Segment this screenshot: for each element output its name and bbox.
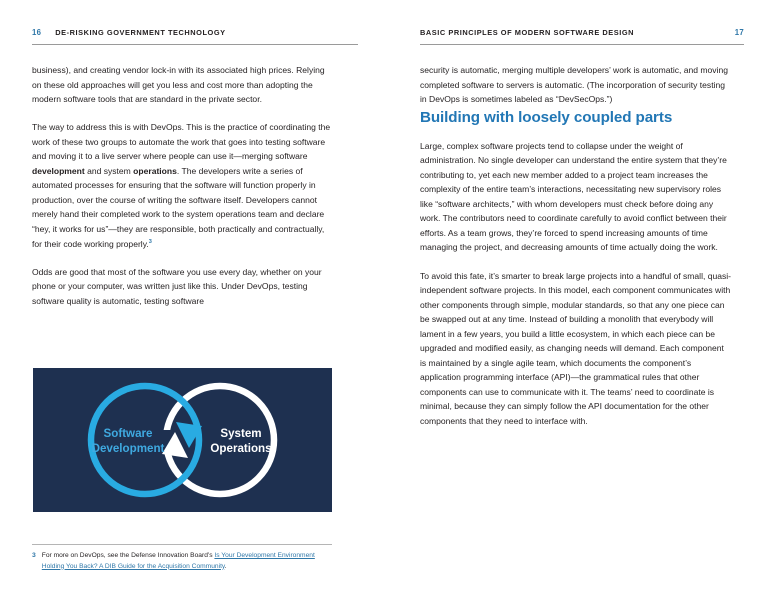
paragraph: Large, complex software projects tend to collapse under the weight of administration. No single developer can understand the entire system that they’re contributing to, yet each new member added to a project team increases the complexity of the entire team’s interactions, necessitating new supervisory roles like “software architects,” with whom developers must check before doing any work. The contributors need to coordinate carefully to avoid conflict between their efforts. As a team grows, they’re forced to spend increasing amounts of time managing the project, and decreasing amounts of time actually doing the work. <box>420 140 727 253</box>
text-run: Odds are good that most of the software you use every day, whether on your phone or your computer, was written just like this. Under DevOps, testing software quality is automatic, testing software <box>32 266 322 306</box>
figure-label-development: Development <box>91 442 165 455</box>
footnote-prefix: For more on DevOps, see the Defense Innovation Board’s <box>41 552 215 559</box>
body-text-before-heading <box>420 63 732 107</box>
text-run: and system <box>84 165 134 176</box>
running-head-rule-left <box>32 44 358 45</box>
footnote <box>32 551 334 572</box>
software-development-ring <box>91 386 199 494</box>
figure-label-operations: Operations <box>210 442 272 455</box>
body-column-right <box>420 63 732 429</box>
figure-label-system: System <box>220 427 262 440</box>
running-head-right-title: BASIC PRINCIPLES OF MODERN SOFTWARE DESIGN <box>420 28 635 37</box>
running-head-left <box>32 28 358 37</box>
running-head-left-title: DE-RISKING GOVERNMENT TECHNOLOGY <box>55 28 226 37</box>
emphasis-term: operations <box>133 165 177 176</box>
footnote-suffix: . <box>224 562 227 570</box>
footnote-text <box>42 551 334 572</box>
footnote-number: 3 <box>32 552 36 559</box>
footnote-link[interactable]: Is Your Development Environment Holding You Back? A DIB Guide for the Acquisition Community <box>41 552 315 570</box>
body-text-after-heading <box>420 139 732 429</box>
emphasis-term: development <box>32 165 85 176</box>
body-column-left <box>32 63 332 308</box>
footnote-rule <box>32 544 332 545</box>
section-heading: Building with loosely coupled parts <box>420 108 673 126</box>
paragraph <box>32 120 332 251</box>
page-right <box>388 0 776 600</box>
paragraph: security is automatic, merging multiple developers’ work is automatic, and moving completed software to servers is automatic. (The incorporation of security testing in DevOps is sometimes labeled as “DevSecOps.”) <box>420 65 728 105</box>
paragraph: To avoid this fate, it’s smarter to break large projects into a handful of small, quasi-independent software projects. In this model, each component communicates with other components through simple, modular standards, so that any one piece can be swapped out at any time. Instead of building a monolith that everybody will lament in a few years, you build a little ecosystem, in which each piece can be upgraded and modified easily, as changing needs will demand. Each component is maintained by a single agile team, which documents the component’s application programming interface (API)—the grammatical rules that other components can use to communicate with it. The teams’ need to coordinate is minimal, because they can simply follow the API documentation for the other components that they need to interface with. <box>420 270 732 426</box>
folio-left: 16 <box>32 28 42 37</box>
figure-label-software: Software <box>103 427 153 440</box>
text-run: The way to address this is with DevOps. This is the practice of coordinating the work of these two groups to automate the work that goes into testing software and moving it to a live server where people can use it—merging software <box>32 122 331 162</box>
text-run: business), and creating vendor lock-in with its associated high prices. Relying on these old approaches will get you less and cost more than adopting the modern software tools that are standard in the private sector. <box>32 65 325 105</box>
footnote-marker[interactable]: 3 <box>148 238 152 245</box>
running-head-right <box>420 28 744 37</box>
folio-right: 17 <box>734 28 744 37</box>
running-head-rule-right <box>420 44 744 45</box>
paragraph <box>32 63 332 107</box>
devops-cycle-diagram <box>33 368 332 512</box>
text-run: . The developers write a series of automated processes for ensuring that the software will function properly in production, over the course of writing the software itself. Developers cannot merely hand their completed work to the system operations team and declare “hey, it works for us”—they are responsible, both practically and contractually, for their code working properly. <box>32 165 325 249</box>
paragraph <box>32 265 332 309</box>
